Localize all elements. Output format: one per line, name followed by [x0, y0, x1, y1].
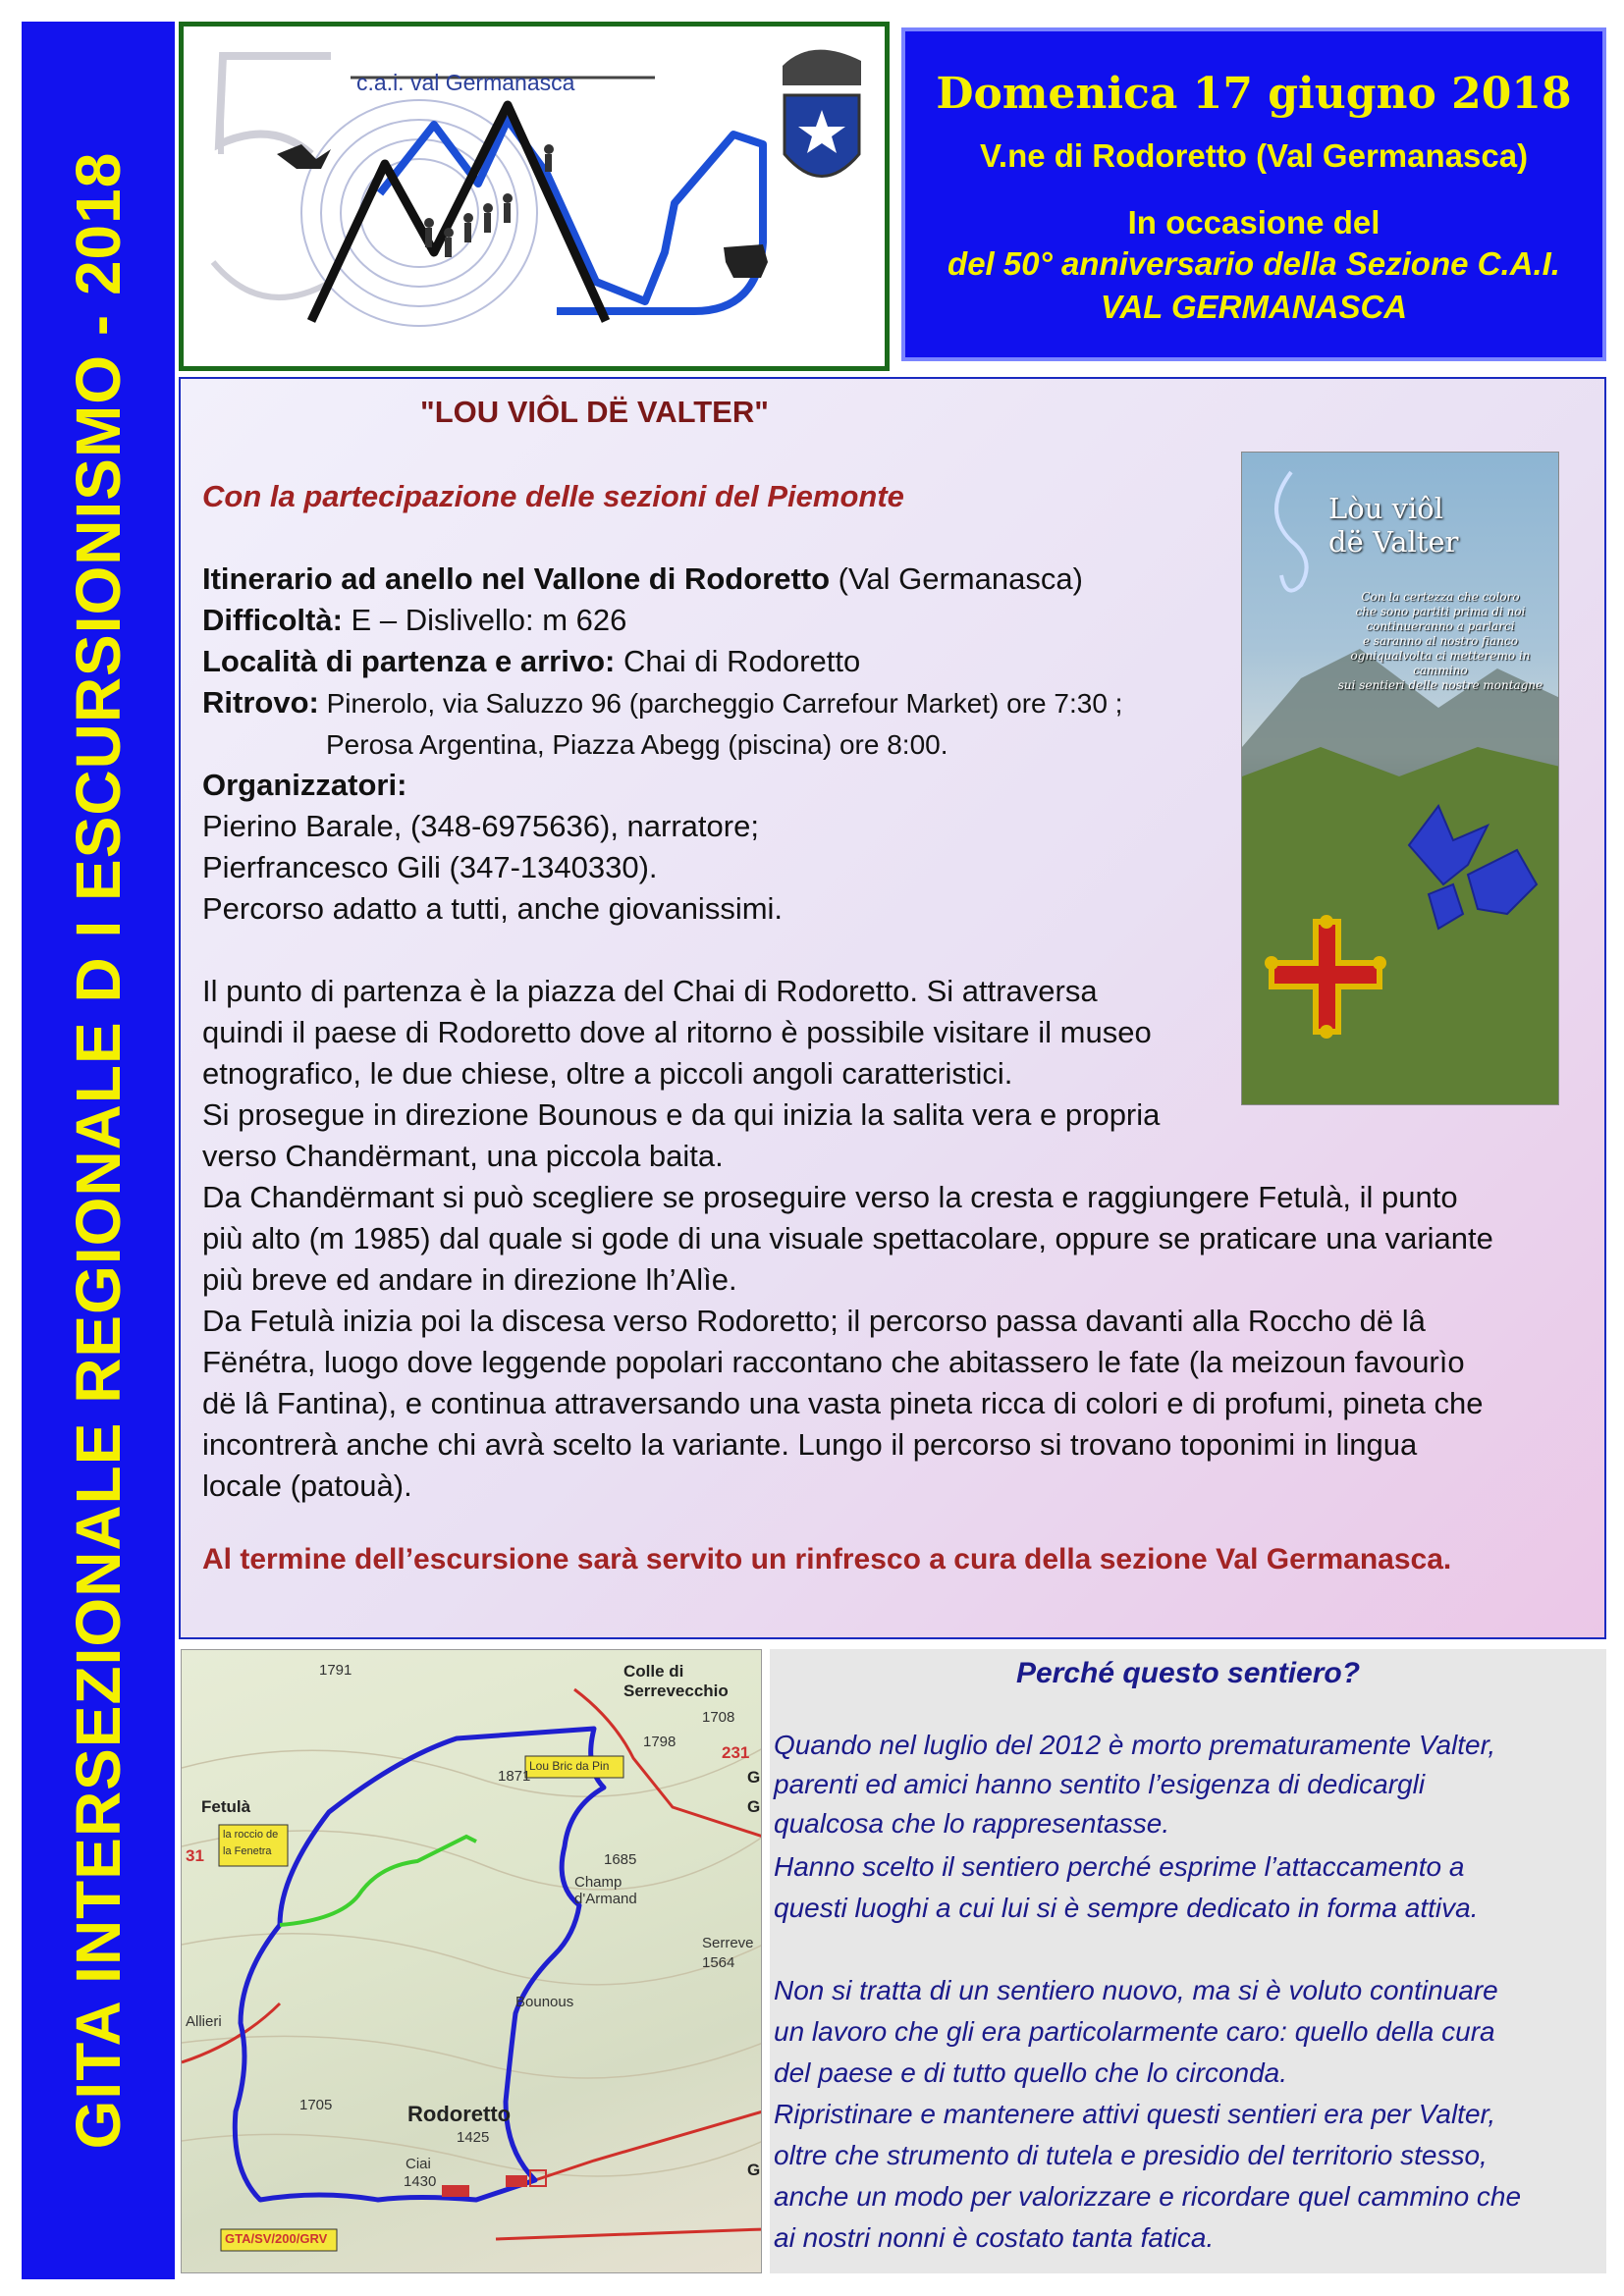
map-trail-number: 231 [722, 1743, 750, 1762]
event-occasion-line-1: In occasione del [1127, 204, 1380, 240]
why-line: un lavoro che gli era particolarmente caro: quello della cura [774, 2016, 1495, 2047]
map-elevation: 1705 [299, 2097, 333, 2113]
cover-poem-line: continueranno a parlarci [1366, 619, 1515, 633]
cover-poem-line: che sono partiti prima di noi [1355, 605, 1526, 618]
map-trail-number: 31 [186, 1846, 204, 1865]
why-line: Ripristinare e mantenere attivi questi sentieri era per Valter, [774, 2099, 1496, 2129]
paragraph-line: incontrerà anche chi avrà scelto la variante. Lungo il percorso si trovano toponimi in lingua [202, 1427, 1418, 1462]
start-line [202, 644, 860, 679]
side-banner-text: GITA INTERSEZIONALE REGIONALE D I ESCURSIONISMO - 2018 [63, 151, 134, 2150]
paragraph-line: Fënétra, luogo dove leggende popolari raccontano che abitassero le fate (la meizoun favourìo [202, 1345, 1465, 1379]
why-line: parenti ed amici hanno sentito l’esigenza di dedicargli [774, 1769, 1426, 1799]
map-elevation: 1685 [604, 1851, 637, 1868]
cover-poem-line: Con la certezza che coloro [1361, 590, 1520, 604]
itinerary-label: Itinerario ad anello nel Vallone di Rodoretto [202, 561, 831, 596]
cover-poem-line: sui sentieri delle nostre montagne [1337, 678, 1543, 692]
paragraph-line: Si prosegue in direzione Bounous e da qui inizia la salita vera e propria [202, 1097, 1161, 1132]
meeting-line [202, 685, 1122, 721]
map-grid-letter: G [747, 1768, 761, 1787]
map-elevation: 1791 [319, 1662, 352, 1679]
suitability-note: Percorso adatto a tutti, anche giovanissimi. [202, 891, 784, 926]
map-label-lou-bric: Lou Bric da Pin [529, 1759, 610, 1773]
event-occasion-line-3: VAL GERMANASCA [1100, 289, 1408, 325]
map-grid-letter: G [747, 1797, 761, 1816]
cover-poem-line: e saranno al nostro fianco [1363, 634, 1518, 648]
map-label-rodoretto: Rodoretto [407, 2102, 512, 2126]
cover-title-line-1: Lòu viôl [1328, 492, 1444, 525]
paragraph-line: Da Fetulà inizia poi la discesa verso Rodoretto; il percorso passa davanti alla Roccho dë lâ [202, 1304, 1426, 1338]
trail-title: "LOU VIÔL DË VALTER" [420, 395, 769, 429]
why-line: Hanno scelto il sentiero perché esprime l’attaccamento a [774, 1851, 1465, 1882]
meeting-label: Ritrovo: [202, 685, 319, 720]
map-trail-code: GTA/SV/200/GRV [225, 2231, 328, 2246]
start-value: Chai di Rodoretto [615, 644, 861, 678]
why-line: Quando nel luglio del 2012 è morto prematuramente Valter, [774, 1730, 1496, 1760]
trail-subtitle: Con la partecipazione delle sezioni del Piemonte [202, 479, 904, 513]
map-label-bounous: Bounous [515, 1994, 574, 2010]
start-label: Località di partenza e arrivo: [202, 644, 616, 678]
cover-poem [1334, 590, 1546, 693]
map-elevation: 1798 [643, 1734, 677, 1750]
why-line: questi luoghi a cui lui si è sempre dedicato in forma attiva. [774, 1893, 1479, 1923]
map-elevation: 1564 [702, 1954, 735, 1971]
anniversary-logo [179, 22, 890, 371]
map-label-rocca: la roccio de la Fenetra [223, 1829, 279, 1857]
paragraph-line: Il punto di partenza è la piazza del Chai di Rodoretto. Si attraversa [202, 974, 1098, 1008]
why-line: ai nostri nonni è costato tanta fatica. [774, 2222, 1215, 2253]
side-banner [22, 22, 175, 2279]
map-label-colle: Colle di Serrevecchio [623, 1662, 729, 1700]
paragraph-line: Da Chandërmant si può scegliere se proseguire verso la cresta e raggiungere Fetulà, il punto [202, 1180, 1458, 1214]
map-label-champ: Champ d'Armand [574, 1874, 637, 1907]
map-label-allieri: Allieri [186, 2013, 222, 2030]
map-label-fetula: Fetulà [201, 1797, 251, 1816]
why-this-trail [770, 1649, 1606, 2273]
cover-title-line-2: dë Valter [1328, 525, 1459, 559]
cover-poem-line: ogniqualvolta ci metteremo in cammino [1350, 649, 1531, 677]
paragraph-line: verso Chandërmant, una piccola baita. [202, 1139, 724, 1173]
meeting-value-2: Perosa Argentina, Piazza Abegg (piscina) ore 8:00. [326, 729, 948, 760]
difficulty-value: E – Dislivello: m 626 [342, 603, 627, 637]
event-header [901, 27, 1606, 361]
refreshment-note: Al termine dell’escursione sarà servito un rinfresco a cura della sezione Val Germanasca. [202, 1543, 1452, 1575]
map-grid-letter: G [747, 2161, 761, 2179]
itinerary-value: (Val Germanasca) [830, 561, 1083, 596]
map-elevation: 1425 [457, 2129, 490, 2146]
organizers-label: Organizzatori: [202, 768, 407, 802]
why-line: del paese e di tutto quello che lo circonda. [774, 2057, 1288, 2088]
why-line: oltre che strumento di tutela e presidio del territorio stesso, [774, 2140, 1488, 2170]
why-line: anche un modo per valorizzare e ricordare quel cammino che [774, 2181, 1522, 2212]
paragraph-line: locale (patouà). [202, 1468, 412, 1503]
paragraph-line: più breve ed andare in direzione lh’Alìe. [202, 1262, 737, 1297]
why-line: qualcosa che lo rappresentasse. [774, 1808, 1170, 1839]
meeting-value-1: Pinerolo, via Saluzzo 96 (parcheggio Carrefour Market) ore 7:30 ; [318, 688, 1123, 719]
difficulty-line [202, 603, 626, 638]
organizer-2: Pierfrancesco Gili (347-1340330). [202, 850, 658, 884]
difficulty-label: Difficoltà: [202, 603, 343, 637]
itinerary-line [202, 561, 1083, 597]
why-line: Non si tratta di un sentiero nuovo, ma si è voluto continuare [774, 1975, 1498, 2005]
map-elevation: 1708 [702, 1709, 735, 1726]
map-elevation: 1871 [498, 1768, 531, 1785]
map-label-ciai: Ciai [406, 2156, 431, 2172]
cover-title [1328, 492, 1458, 559]
organizer-1: Pierino Barale, (348-6975636), narratore; [202, 809, 759, 843]
event-occasion-line-2: del 50° anniversario della Sezione C.A.I. [947, 245, 1560, 282]
paragraph-line: più alto (m 1985) dal quale si gode di una visuale spettacolare, oppure se praticare una variante [202, 1221, 1493, 1255]
trail-map [181, 1649, 762, 2273]
paragraph-line: quindi il paese di Rodoretto dove al ritorno è possibile visitare il museo [202, 1015, 1152, 1049]
event-place: V.ne di Rodoretto (Val Germanasca) [979, 137, 1529, 174]
book-cover [1241, 452, 1559, 1105]
map-label-serreve: Serreve [702, 1935, 754, 1951]
paragraph-line: dë lâ Fantina), e continua attraversando una vasta pineta ricca di colori e di profumi, pineta che [202, 1386, 1484, 1420]
event-date: Domenica 17 giugno 2018 [936, 69, 1572, 119]
map-elevation: 1430 [404, 2173, 437, 2190]
paragraph-line: etnografico, le due chiese, oltre a piccoli angoli caratteristici. [202, 1056, 1013, 1091]
why-title: Perché questo sentiero? [1015, 1657, 1361, 1689]
logo-section-name: c.a.i. val Germanasca [356, 70, 575, 95]
